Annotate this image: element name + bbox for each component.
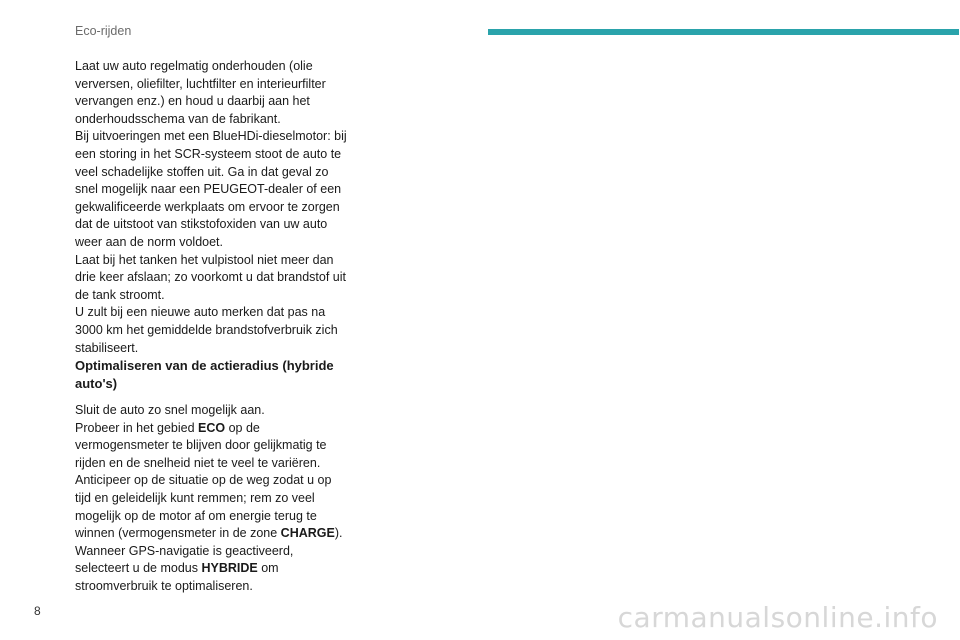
page-number: 8 [34, 604, 41, 618]
header-accent-bar [488, 29, 959, 35]
paragraph-bluehdi: Bij uitvoeringen met een BlueHDi-dieselmotor: bij een storing in het SCR-systeem stoot de auto te veel schadelijke stoffen uit. Ga in dat geval zo snel mogelijk naar een PEUGEOT-dealer of een gekwalificeerde werkplaats om ervoor te zorgen dat de uitstoot van stikstofoxiden van uw auto weer aan de norm voldoet. [75, 129, 347, 249]
paragraph-new-car: U zult bij een nieuwe auto merken dat pas na 3000 km het gemiddelde brandstofverbruik zich stabiliseert. [75, 305, 338, 355]
section-body-hybrid [75, 402, 347, 596]
paragraph-refuelling: Laat bij het tanken het vulpistool niet meer dan drie keer afslaan; zo voorkomt u dat brandstof uit de tank stroomt. [75, 252, 346, 302]
hybride-keyword: HYBRIDE [201, 561, 258, 576]
section-heading-hybrid: Optimaliseren van de actieradius (hybride auto's) [75, 358, 334, 391]
text-column [75, 58, 347, 596]
paragraph-gps-hybrid: Wanneer GPS-navigatie is geactiveerd, selecteert u de modus HYBRIDE om stroomverbruik te optimaliseren. [75, 543, 294, 594]
watermark: carmanualsonline.info [617, 601, 938, 634]
paragraph-eco-zone: Probeer in het gebied ECO op de vermogensmeter te blijven door gelijkmatig te rijden en de snelheid niet te veel te variëren. [75, 420, 327, 470]
paragraph-maintenance: Laat uw auto regelmatig onderhouden (olie verversen, oliefilter, luchtfilter en interieurfilter vervangen enz.) en houd u daarbij aan het onderhoudsschema van de fabrikant. [75, 59, 326, 126]
section-header-label: Eco-rijden [75, 24, 132, 38]
paragraph-plug-in: Sluit de auto zo snel mogelijk aan. [75, 403, 265, 418]
eco-keyword: ECO [198, 420, 226, 435]
charge-keyword: CHARGE [280, 526, 335, 541]
paragraph-braking: Anticipeer op de situatie op de weg zodat u op tijd en geleidelijk kunt remmen; rem zo veel mogelijk op de motor af om energie terug te winnen (vermogensmeter in de zone CHARGE). [75, 473, 343, 541]
